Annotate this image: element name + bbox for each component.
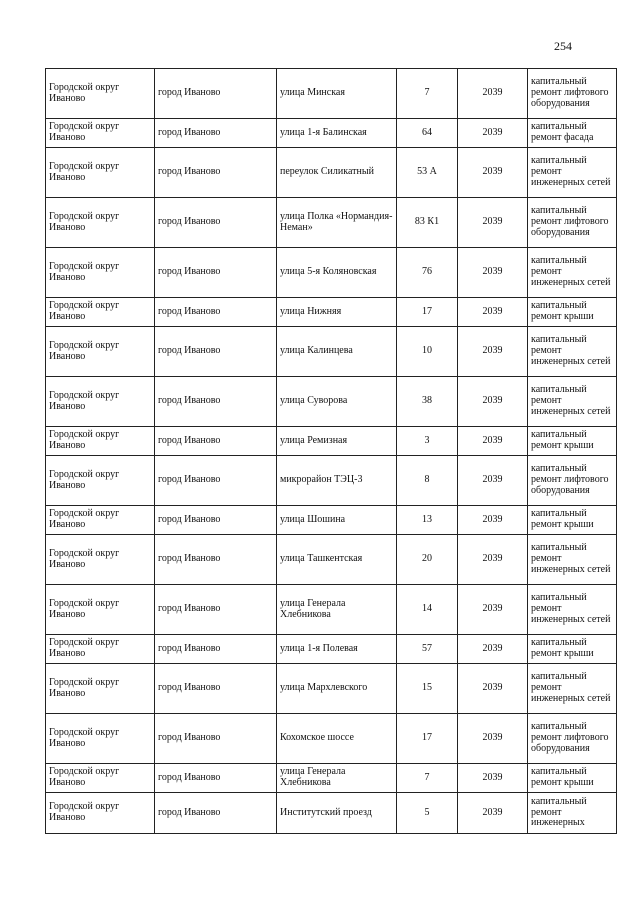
table-row (46, 298, 617, 327)
work-text: капитальный ремонт крыши (531, 430, 594, 451)
city-cell: город Иваново (155, 456, 277, 506)
city-cell: город Иваново (155, 535, 277, 585)
street-cell: улица Генерала Хлебникова (277, 585, 397, 635)
work-cell (528, 764, 617, 793)
work-cell (528, 535, 617, 585)
district-cell: Городской округ Иваново (46, 793, 155, 834)
table-row (46, 198, 617, 248)
year-cell: 2039 (458, 506, 528, 535)
street-cell: улица 5-я Коляновская (277, 248, 397, 298)
table-row (46, 248, 617, 298)
city-cell: город Иваново (155, 148, 277, 198)
work-cell (528, 635, 617, 664)
city-cell: город Иваново (155, 298, 277, 327)
work-cell (528, 298, 617, 327)
city-cell: город Иваново (155, 793, 277, 834)
work-cell (528, 664, 617, 714)
street-cell: улица Суворова (277, 377, 397, 427)
year-cell: 2039 (458, 327, 528, 377)
district-cell: Городской округ Иваново (46, 456, 155, 506)
district-cell: Городской округ Иваново (46, 198, 155, 248)
work-cell (528, 69, 617, 119)
street-cell: улица Шошина (277, 506, 397, 535)
district-cell: Городской округ Иваново (46, 298, 155, 327)
year-cell: 2039 (458, 635, 528, 664)
street-cell: улица 1-я Балинская (277, 119, 397, 148)
district-cell: Городской округ Иваново (46, 664, 155, 714)
district-cell: Городской округ Иваново (46, 764, 155, 793)
district-cell: Городской округ Иваново (46, 148, 155, 198)
work-text: капитальный ремонт лифтового оборудования (531, 206, 609, 238)
street-cell: улица Калинцева (277, 327, 397, 377)
work-cell (528, 714, 617, 764)
table-row (46, 69, 617, 119)
house-cell: 64 (397, 119, 458, 148)
table-row (46, 427, 617, 456)
district-cell: Городской округ Иваново (46, 585, 155, 635)
street-cell: улица Генерала Хлебникова (277, 764, 397, 793)
work-text: капитальный ремонт инженерных сетей (531, 593, 611, 625)
district-cell: Городской округ Иваново (46, 119, 155, 148)
house-cell: 15 (397, 664, 458, 714)
house-cell: 5 (397, 793, 458, 834)
year-cell: 2039 (458, 377, 528, 427)
house-cell: 83 К1 (397, 198, 458, 248)
work-cell (528, 427, 617, 456)
street-cell: улица Ремизная (277, 427, 397, 456)
table-row (46, 506, 617, 535)
work-text: капитальный ремонт крыши (531, 301, 594, 322)
work-text: капитальный ремонт лифтового оборудования (531, 722, 609, 754)
work-cell (528, 585, 617, 635)
table-row (46, 585, 617, 635)
table-row (46, 714, 617, 764)
street-cell: микрорайон ТЭЦ-3 (277, 456, 397, 506)
city-cell: город Иваново (155, 327, 277, 377)
year-cell: 2039 (458, 298, 528, 327)
year-cell: 2039 (458, 119, 528, 148)
district-cell: Городской округ Иваново (46, 327, 155, 377)
page-number: 254 (554, 39, 572, 53)
district-cell: Городской округ Иваново (46, 506, 155, 535)
city-cell: город Иваново (155, 635, 277, 664)
house-cell: 3 (397, 427, 458, 456)
house-cell: 17 (397, 714, 458, 764)
work-cell (528, 248, 617, 298)
work-text: капитальный ремонт крыши (531, 638, 594, 659)
table-row (46, 635, 617, 664)
street-cell: Кохомское шоссе (277, 714, 397, 764)
year-cell: 2039 (458, 585, 528, 635)
year-cell: 2039 (458, 69, 528, 119)
street-cell: переулок Силикатный (277, 148, 397, 198)
work-text: капитальный ремонт крыши (531, 509, 594, 530)
work-text: капитальный ремонт инженерных сетей (531, 335, 611, 367)
city-cell: город Иваново (155, 198, 277, 248)
city-cell: город Иваново (155, 119, 277, 148)
work-cell (528, 793, 617, 834)
work-text: капитальный ремонт инженерных сетей (531, 543, 611, 575)
work-text: капитальный ремонт лифтового оборудования (531, 464, 609, 496)
year-cell: 2039 (458, 427, 528, 456)
work-cell (528, 198, 617, 248)
city-cell: город Иваново (155, 664, 277, 714)
year-cell: 2039 (458, 664, 528, 714)
repair-registry-table (45, 68, 617, 834)
house-cell: 17 (397, 298, 458, 327)
house-cell: 14 (397, 585, 458, 635)
year-cell: 2039 (458, 535, 528, 585)
street-cell: улица Полка «Нормандия-Неман» (277, 198, 397, 248)
year-cell: 2039 (458, 793, 528, 834)
street-cell: улица Минская (277, 69, 397, 119)
district-cell: Городской округ Иваново (46, 377, 155, 427)
year-cell: 2039 (458, 764, 528, 793)
city-cell: город Иваново (155, 377, 277, 427)
house-cell: 7 (397, 764, 458, 793)
table-row (46, 148, 617, 198)
district-cell: Городской округ Иваново (46, 714, 155, 764)
table-row (46, 535, 617, 585)
city-cell: город Иваново (155, 506, 277, 535)
city-cell: город Иваново (155, 69, 277, 119)
table-row (46, 664, 617, 714)
year-cell: 2039 (458, 456, 528, 506)
house-cell: 38 (397, 377, 458, 427)
street-cell: улица Ташкентская (277, 535, 397, 585)
street-cell: Институтский проезд (277, 793, 397, 834)
city-cell: город Иваново (155, 714, 277, 764)
house-cell: 8 (397, 456, 458, 506)
work-text: капитальный ремонт инженерных (531, 796, 587, 829)
table-row (46, 119, 617, 148)
street-cell: улица Мархлевского (277, 664, 397, 714)
district-cell: Городской округ Иваново (46, 535, 155, 585)
district-cell: Городской округ Иваново (46, 427, 155, 456)
work-cell (528, 119, 617, 148)
year-cell: 2039 (458, 198, 528, 248)
house-cell: 13 (397, 506, 458, 535)
work-cell (528, 377, 617, 427)
work-cell (528, 148, 617, 198)
year-cell: 2039 (458, 248, 528, 298)
district-cell: Городской округ Иваново (46, 69, 155, 119)
house-cell: 76 (397, 248, 458, 298)
table-row (46, 793, 617, 834)
table-row (46, 377, 617, 427)
work-text: капитальный ремонт инженерных сетей (531, 672, 611, 704)
work-text: капитальный ремонт инженерных сетей (531, 256, 611, 288)
house-cell: 57 (397, 635, 458, 664)
district-cell: Городской округ Иваново (46, 248, 155, 298)
house-cell: 10 (397, 327, 458, 377)
work-text: капитальный ремонт лифтового оборудования (531, 77, 609, 109)
work-cell (528, 506, 617, 535)
work-cell (528, 327, 617, 377)
city-cell: город Иваново (155, 585, 277, 635)
table-row (46, 327, 617, 377)
city-cell: город Иваново (155, 764, 277, 793)
table-row (46, 764, 617, 793)
house-cell: 53 А (397, 148, 458, 198)
street-cell: улица 1-я Полевая (277, 635, 397, 664)
work-text: капитальный ремонт фасада (531, 122, 594, 143)
year-cell: 2039 (458, 714, 528, 764)
year-cell: 2039 (458, 148, 528, 198)
work-text: капитальный ремонт крыши (531, 767, 594, 788)
district-cell: Городской округ Иваново (46, 635, 155, 664)
city-cell: город Иваново (155, 248, 277, 298)
work-cell (528, 456, 617, 506)
work-text: капитальный ремонт инженерных сетей (531, 385, 611, 417)
work-text: капитальный ремонт инженерных сетей (531, 156, 611, 188)
house-cell: 7 (397, 69, 458, 119)
house-cell: 20 (397, 535, 458, 585)
city-cell: город Иваново (155, 427, 277, 456)
table-row (46, 456, 617, 506)
street-cell: улица Нижняя (277, 298, 397, 327)
